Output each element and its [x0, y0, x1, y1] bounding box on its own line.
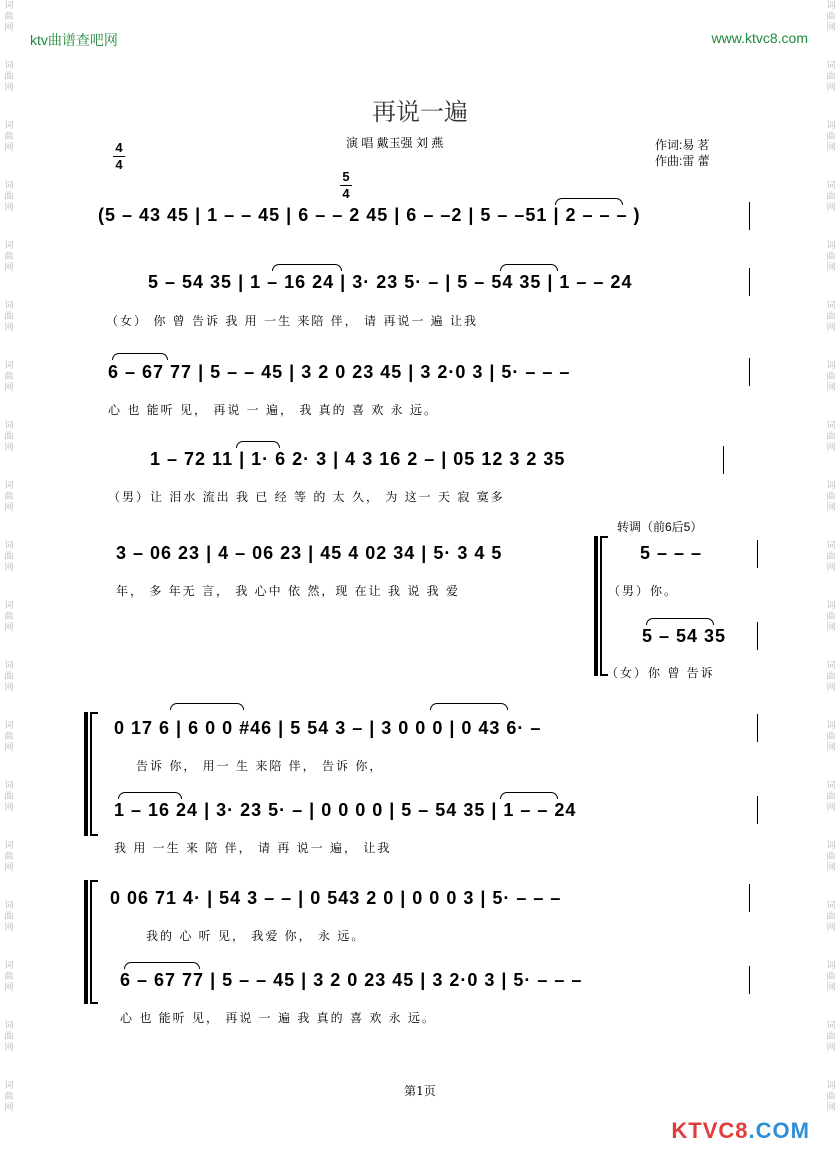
- watermark-text: 词 曲 网: [826, 180, 836, 212]
- duet-a-upper-lyrics: 告诉 你， 用一 生 来陪 伴， 告诉 你，: [136, 759, 384, 773]
- watermark-text: 词 曲 网: [826, 900, 836, 932]
- duet-a-upper-notes: 0 17 6 | 6 0 0 #46 | 5 54 3 – | 3 0 0 0 | 0 43 6· –: [114, 718, 542, 738]
- barline: [749, 966, 750, 994]
- watermark-text: 词 曲 网: [4, 420, 14, 452]
- duet-bracket-a-line: [90, 712, 98, 836]
- right-watermark-strip: [824, 0, 838, 1169]
- watermark-text: 词 曲 网: [826, 780, 836, 812]
- barline: [749, 358, 750, 386]
- watermark-text: 词 曲 网: [4, 960, 14, 992]
- system-5-lyrics: 年， 多 年无 言， 我 心中 依 然，现 在让 我 说 我 爱: [116, 584, 461, 598]
- watermark-text: 词 曲 网: [826, 240, 836, 272]
- barline: [757, 622, 758, 650]
- system-2-notes: 5 – 54 35 | 1 – 16 24 | 3· 23 5· – | 5 – 54 35 | 1 – – 24: [148, 272, 633, 292]
- watermark-text: 词 曲 网: [4, 780, 14, 812]
- tie-mark: [112, 353, 168, 360]
- ktvc8-logo[interactable]: KTVC8.COM: [671, 1118, 810, 1143]
- tie-mark: [124, 962, 200, 969]
- male-part-lyrics: （男）你。: [608, 584, 679, 598]
- duet-a-lower-notes: 1 – 16 24 | 3· 23 5· – | 0 0 0 0 | 5 – 54 35 | 1 – – 24: [114, 800, 577, 820]
- duet-a-lower-lyrics: 我 用 一生 来 陪 伴， 请 再 说一 遍， 让我: [114, 841, 392, 855]
- left-watermark-strip: [2, 0, 16, 1169]
- watermark-text: 词 曲 网: [4, 1020, 14, 1052]
- watermark-text: 词 曲 网: [4, 300, 14, 332]
- watermark-text: 词 曲 网: [826, 1080, 836, 1112]
- barline: [749, 202, 750, 230]
- watermark-text: 词 曲 网: [4, 720, 14, 752]
- watermark-text: 词 曲 网: [4, 1080, 14, 1112]
- tie-mark: [500, 792, 558, 799]
- system-2-lyrics: （女） 你 曾 告诉 我 用 一生 来陪 伴， 请 再说一 遍 让我: [106, 314, 479, 328]
- watermark-text: 词 曲 网: [4, 120, 14, 152]
- watermark-text: 词 曲 网: [4, 180, 14, 212]
- watermark-text: 词 曲 网: [4, 240, 14, 272]
- duet-bracket-b: [84, 880, 88, 1004]
- lyricist-credit: 作词:易 茗: [655, 138, 710, 152]
- tie-mark: [170, 703, 244, 710]
- watermark-text: 词 曲 网: [4, 480, 14, 512]
- barline: [757, 796, 758, 824]
- watermark-text: 词 曲 网: [826, 720, 836, 752]
- watermark-text: 词 曲 网: [826, 120, 836, 152]
- barline: [749, 268, 750, 296]
- barline: [749, 884, 750, 912]
- tie-mark: [646, 618, 714, 625]
- watermark-text: 词 曲 网: [826, 840, 836, 872]
- tie-mark: [236, 441, 280, 448]
- tie-mark: [500, 264, 558, 271]
- watermark-text: 词 曲 网: [826, 600, 836, 632]
- system-3-lyrics: 心 也 能听 见， 再说 一 遍， 我 真的 喜 欢 永 远。: [108, 403, 439, 417]
- tie-mark: [430, 703, 508, 710]
- modulation-label: 转调（前6后5）: [617, 520, 703, 534]
- site-url-header[interactable]: www.ktvc8.com: [711, 30, 808, 46]
- tie-mark: [118, 792, 182, 799]
- watermark-text: 词 曲 网: [826, 540, 836, 572]
- watermark-text: 词 曲 网: [826, 480, 836, 512]
- watermark-text: 词 曲 网: [4, 60, 14, 92]
- tie-mark: [272, 264, 342, 271]
- singers-credit: 演 唱 戴玉强 刘 燕: [346, 136, 444, 150]
- duet-b-lower-notes: 6 – 67 77 | 5 – – 45 | 3 2 0 23 45 | 3 2·0 3 | 5· – – –: [120, 970, 583, 990]
- watermark-text: 词 曲 网: [4, 600, 14, 632]
- time-signature-initial: 4 4: [113, 141, 125, 172]
- duet-b-upper-lyrics: 我的 心 听 见， 我爱 你， 永 远。: [146, 929, 366, 943]
- watermark-text: 词 曲 网: [826, 300, 836, 332]
- composer-credit: 作曲:雷 蕾: [655, 154, 710, 168]
- duet-b-upper-notes: 0 06 71 4· | 54 3 – – | 0 543 2 0 | 0 0 0 3 | 5· – – –: [110, 888, 562, 908]
- watermark-text: 词 曲 网: [826, 1020, 836, 1052]
- page-number: 第1页: [404, 1084, 436, 1098]
- watermark-text: 词 曲 网: [826, 60, 836, 92]
- barline: [723, 446, 724, 474]
- system-5-notes: 3 – 06 23 | 4 – 06 23 | 45 4 02 34 | 5· 3 4 5: [116, 543, 503, 563]
- watermark-text: 词 曲 网: [826, 0, 836, 32]
- duet-bracket-b-line: [90, 880, 98, 1004]
- female-part-notes: 5 – 54 35: [642, 626, 727, 646]
- time-signature-change: 5 4: [340, 170, 352, 201]
- watermark-text: 词 曲 网: [826, 420, 836, 452]
- tie-mark: [555, 198, 623, 205]
- female-part-lyrics: （女）你 曾 告诉: [606, 666, 715, 680]
- watermark-text: 词 曲 网: [4, 900, 14, 932]
- male-part-notes: 5 – – –: [640, 543, 703, 563]
- barline: [757, 714, 758, 742]
- watermark-text: 词 曲 网: [4, 540, 14, 572]
- system-4-notes: 1 – 72 11 | 1· 6 2· 3 | 4 3 16 2 – | 05 12 3 2 35: [150, 449, 566, 469]
- site-name-header[interactable]: ktv曲谱查吧网: [30, 32, 118, 48]
- system-4-lyrics: （男）让 泪水 流出 我 已 经 等 的 太 久， 为 这一 天 寂 寞多: [108, 490, 505, 504]
- watermark-text: 词 曲 网: [4, 660, 14, 692]
- watermark-text: 词 曲 网: [826, 660, 836, 692]
- part-bracket-line: [600, 536, 608, 676]
- watermark-text: 词 曲 网: [826, 360, 836, 392]
- watermark-text: 词 曲 网: [4, 840, 14, 872]
- watermark-text: 词 曲 网: [826, 960, 836, 992]
- part-bracket: [594, 536, 598, 676]
- barline: [757, 540, 758, 568]
- watermark-text: 词 曲 网: [4, 360, 14, 392]
- system-3-notes: 6 – 67 77 | 5 – – 45 | 3 2 0 23 45 | 3 2·0 3 | 5· – – –: [108, 362, 571, 382]
- watermark-text: 词 曲 网: [4, 0, 14, 32]
- duet-bracket-a: [84, 712, 88, 836]
- duet-b-lower-lyrics: 心 也 能听 见， 再说 一 遍 我 真的 喜 欢 永 远。: [120, 1011, 437, 1025]
- system-1-notes: (5 – 43 45 | 1 – – 45 | 6 – – 2 45 | 6 – –2 | 5 – –51 | 2 – – – ): [98, 205, 641, 225]
- song-title: 再说一遍: [372, 98, 468, 126]
